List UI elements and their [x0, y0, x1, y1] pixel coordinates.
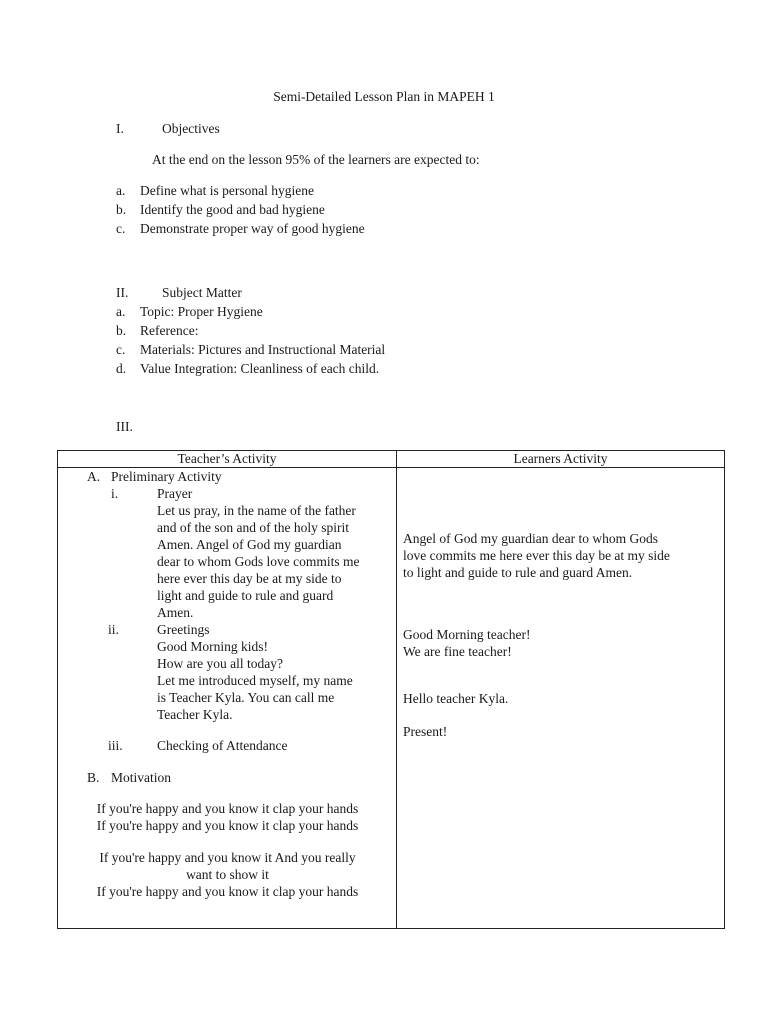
list-letter: A.	[87, 469, 101, 484]
subheading-motivation: Motivation	[111, 770, 171, 785]
roman-numeral: iii.	[108, 738, 123, 753]
list-letter: c.	[116, 342, 126, 357]
greeting-line: Let me introduced myself, my name	[157, 673, 353, 688]
list-item: Identify the good and bad hygiene	[140, 202, 325, 217]
list-letter: c.	[116, 221, 126, 236]
item-attendance-label: Checking of Attendance	[157, 738, 288, 753]
list-letter: a.	[116, 304, 126, 319]
page-title: Semi-Detailed Lesson Plan in MAPEH 1	[273, 89, 495, 104]
list-item: Materials: Pictures and Instructional Material	[140, 342, 386, 357]
section-heading-subject-matter: Subject Matter	[162, 285, 242, 300]
learner-prayer-line: love commits me here ever this day be at my side	[403, 548, 670, 563]
section-number: III.	[116, 419, 133, 434]
learner-greeting-line: Good Morning teacher!	[403, 627, 531, 642]
table-row	[58, 468, 725, 929]
learner-hello-line: Hello teacher Kyla.	[403, 691, 509, 706]
prayer-line: Amen.	[157, 605, 194, 620]
list-letter: b.	[116, 202, 127, 217]
list-letter: a.	[116, 183, 126, 198]
prayer-line: here ever this day be at my side to	[157, 571, 342, 586]
list-letter: b.	[116, 323, 127, 338]
prayer-line: dear to whom Gods love commits me	[157, 554, 360, 569]
section-heading-objectives: Objectives	[162, 121, 220, 136]
item-greetings-label: Greetings	[157, 622, 210, 637]
list-item: Define what is personal hygiene	[140, 183, 314, 198]
song-line: want to show it	[186, 867, 269, 882]
greeting-line: Good Morning kids!	[157, 639, 268, 654]
prayer-line: Let us pray, in the name of the father	[157, 503, 356, 518]
subheading-preliminary: Preliminary Activity	[111, 469, 222, 484]
objectives-intro: At the end on the lesson 95% of the learners are expected to:	[152, 152, 480, 167]
song-line: If you're happy and you know it clap your hands	[96, 884, 359, 899]
roman-numeral: ii.	[108, 622, 119, 637]
list-item: Demonstrate proper way of good hygiene	[140, 221, 365, 236]
learner-present-line: Present!	[403, 724, 448, 739]
section-number: I.	[116, 121, 124, 136]
prayer-line: Amen. Angel of God my guardian	[157, 537, 342, 552]
song-line: If you're happy and you know it And you really	[99, 850, 356, 865]
column-header-learners: Learners Activity	[397, 451, 725, 468]
prayer-line: light and guide to rule and guard	[157, 588, 334, 603]
learner-prayer-line: Angel of God my guardian dear to whom Gods	[403, 531, 658, 546]
list-item: Value Integration: Cleanliness of each child.	[140, 361, 380, 376]
list-letter: d.	[116, 361, 127, 376]
song-line: If you're happy and you know it clap your hands	[96, 818, 359, 833]
list-letter: B.	[87, 770, 100, 785]
greeting-line: How are you all today?	[157, 656, 283, 671]
table-header-row	[58, 451, 725, 468]
section-number: II.	[116, 285, 129, 300]
learner-greeting-line: We are fine teacher!	[403, 644, 512, 659]
greeting-line: Teacher Kyla.	[157, 707, 233, 722]
roman-numeral: i.	[111, 486, 119, 501]
column-header-teacher: Teacher’s Activity	[58, 451, 397, 468]
activity-table	[57, 450, 725, 929]
learners-activity-cell	[397, 468, 725, 929]
item-prayer-label: Prayer	[157, 486, 193, 501]
greeting-line: is Teacher Kyla. You can call me	[157, 690, 335, 705]
prayer-line: and of the son and of the holy spirit	[157, 520, 349, 535]
list-item: Reference:	[140, 323, 199, 338]
teacher-activity-cell	[58, 468, 397, 929]
list-item: Topic: Proper Hygiene	[140, 304, 263, 319]
learner-prayer-line: to light and guide to rule and guard Amen.	[403, 565, 633, 580]
song-line: If you're happy and you know it clap your hands	[96, 801, 359, 816]
